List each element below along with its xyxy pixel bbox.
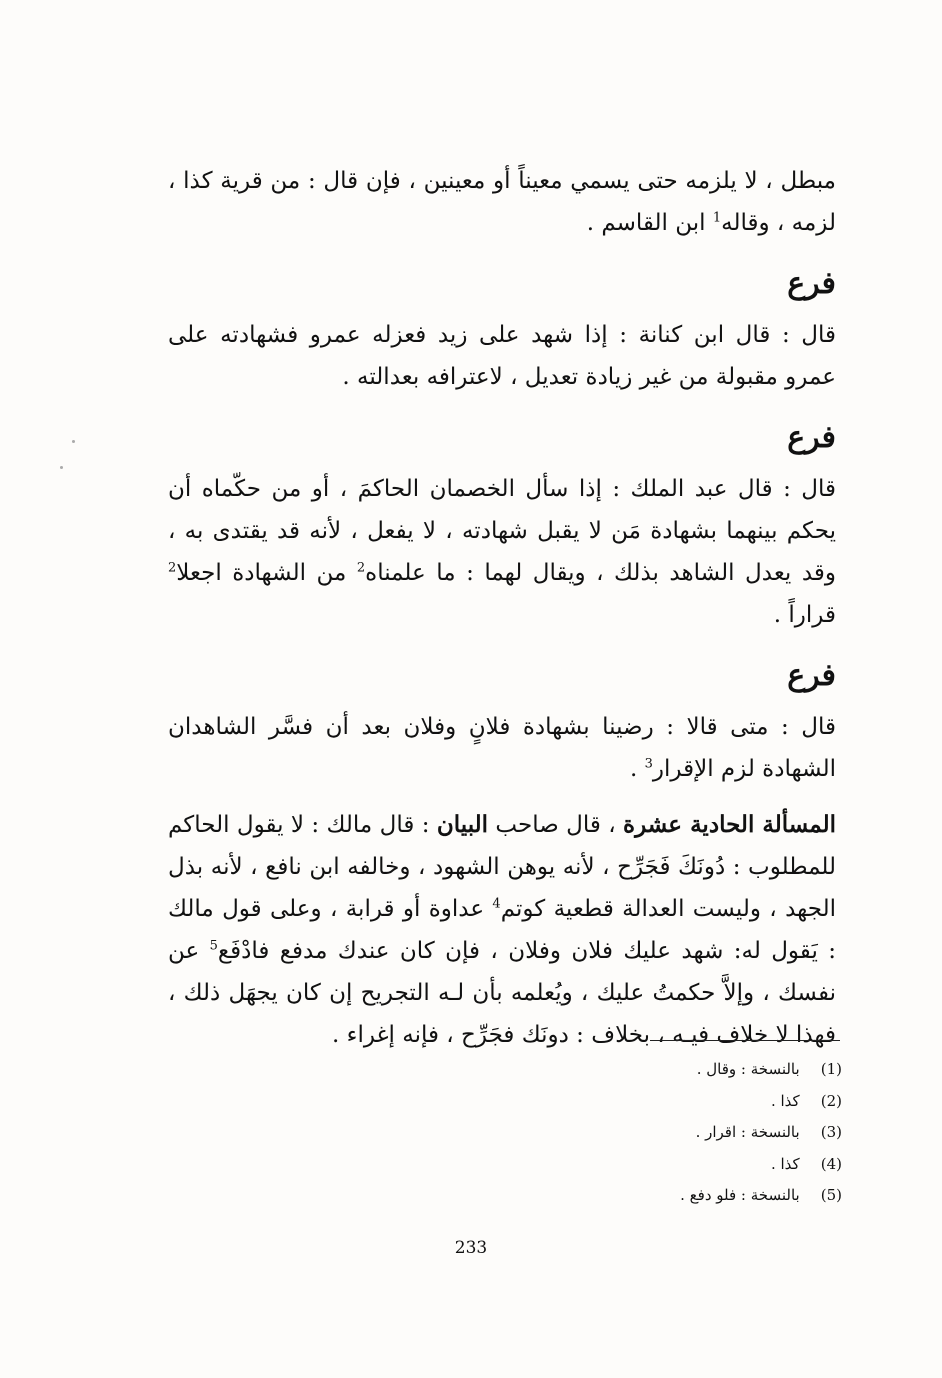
- footnote-divider: [650, 1040, 840, 1041]
- masala-paragraph: [168, 804, 836, 1056]
- paragraph-text: عداوة أو قرابة ، وعلى قول مالك : يَقول له: شهد عليك فلان وفلان ، فإن كان عندك مدفع فادْفَع: [168, 896, 836, 964]
- footnote-number: (5): [820, 1186, 842, 1204]
- intro-text: مبطل ، لا يلزمه حتى يسمي معيناً أو معينين ، فإن قال : من قرية كذا ، لزمه ، وقاله: [168, 168, 836, 236]
- footnote-ref: 3: [644, 756, 653, 772]
- footnote-item: [582, 1117, 842, 1149]
- paragraph-text: قراراً .: [773, 602, 836, 628]
- section-paragraph: [168, 706, 836, 790]
- footnote-number: (1): [820, 1060, 842, 1078]
- paragraph-text: ، قال صاحب: [488, 812, 624, 838]
- footnote-number: (3): [820, 1123, 842, 1141]
- paragraph-text: : قال مالك : لا يقول الحاكم للمطلوب : دُونَكَ فَجَرِّح ، لأنه يوهن الشهود ، وخالفه ابن نافع ، لأنه بذل الجهد ، وليست العدالة قطعية كوتم: [168, 812, 836, 922]
- footnote-item: [582, 1149, 842, 1181]
- footnote-text: بالنسخة : وقال .: [696, 1060, 800, 1078]
- footnote-item: [582, 1180, 842, 1212]
- scan-speck: [60, 466, 63, 469]
- section-heading: فرع: [787, 266, 836, 301]
- paragraph-text: .: [630, 756, 645, 782]
- book-title: البيان: [436, 811, 489, 838]
- scan-speck: [72, 440, 75, 443]
- page-number: 233: [454, 1238, 488, 1258]
- section-paragraph: [168, 468, 836, 636]
- footnote-number: (2): [820, 1091, 842, 1110]
- intro-paragraph: [168, 160, 836, 244]
- page-body: [168, 160, 836, 1056]
- paragraph-text: من الشهادة اجعلا: [176, 560, 357, 586]
- footnote-number: (4): [820, 1154, 842, 1173]
- intro-text-end: ابن القاسم .: [586, 210, 713, 236]
- footnote-item: [582, 1054, 842, 1086]
- paragraph-text: قال : قال عبد الملك : إذا سأل الخصمان الحاكمَ ، أو من حكّماه أن يحكم بينهما بشهادة مَن لا يقبل شهادته ، لا يفعل ، لأنه قد يقتدى به ، وقد يعدل الشاهد بذلك ، ويقال لهما : ما علمناه: [168, 476, 836, 586]
- footnote-ref: 5: [209, 938, 218, 954]
- footnote-item: [582, 1086, 842, 1118]
- footnote-ref: 4: [492, 896, 501, 912]
- section-heading: فرع: [787, 658, 836, 693]
- paragraph-text: قال : متى قالا : رضينا بشهادة فلانٍ وفلان بعد أن فسَّر الشاهدان الشهادة لزم الإقرار: [168, 714, 836, 782]
- masala-title: المسألة الحادية عشرة: [623, 811, 836, 838]
- footnote-text: بالنسخة : اقرار .: [695, 1123, 800, 1141]
- footnote-ref: 2: [168, 560, 177, 576]
- footnote-text: بالنسخة : فلو دفع .: [680, 1186, 800, 1204]
- footnote-ref: 1: [712, 210, 722, 226]
- section-heading: فرع: [787, 420, 836, 455]
- section-paragraph: قال : قال ابن كنانة : إذا شهد على زيد فعزله عمرو فشهادته على عمرو مقبولة من غير زيادة تعديل ، لاعترافه بعدالته .: [168, 322, 836, 390]
- footnote-text: كذا .: [770, 1154, 800, 1173]
- footnote-ref: 2: [356, 560, 366, 576]
- footnote-text: كذا .: [770, 1091, 800, 1110]
- footnotes: [582, 1054, 842, 1212]
- paragraph-text: عن نفسك ، وإلاَّ حكمتُ عليك ، ويُعلمه بأن لـه التجريح إن كان يجهَل ذلك ، فهذا لا خلاف فيـه ، بخلاف : دونَك فجَرِّح ، فإنه إغراء .: [168, 938, 836, 1048]
